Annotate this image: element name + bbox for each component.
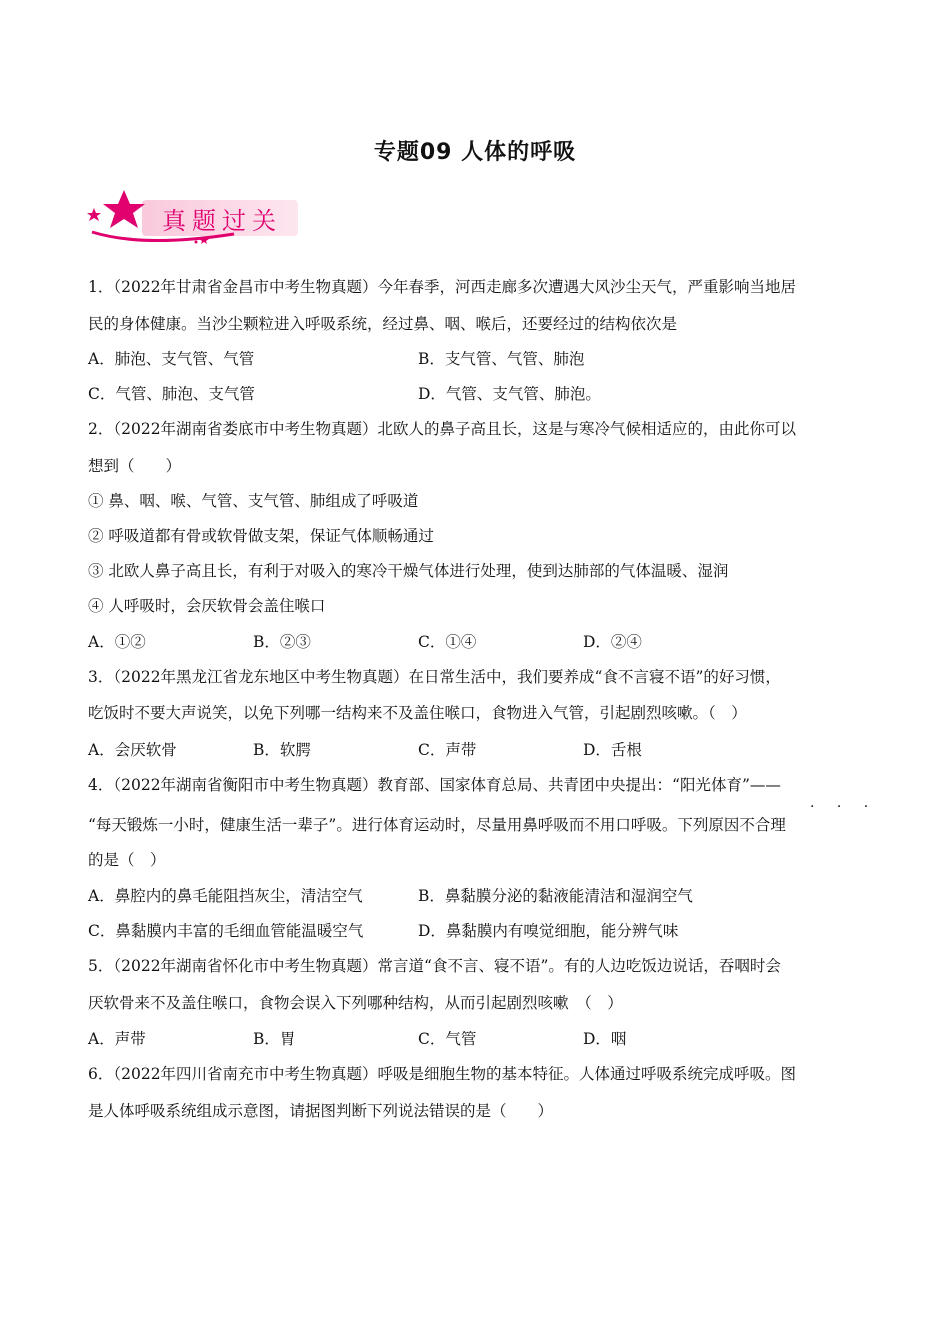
emphasis-dots: · · ·: [810, 799, 878, 815]
question-3-option-d: D．舌根: [583, 741, 642, 759]
question-4-option-c: C．鼻黏膜内丰富的毛细血管能温暖空气: [88, 922, 364, 940]
question-1-option-d: D．气管、支气管、肺泡。: [418, 385, 601, 403]
question-2-option-a: A．①②: [88, 633, 146, 651]
section-banner: [84, 186, 300, 248]
question-3-option-b: B．软腭: [253, 741, 311, 759]
question-5-line-2: 厌软骨来不及盖住喉口，食物会误入下列哪种结构，从而引起剧烈咳嗽 （ ）: [88, 994, 623, 1012]
question-4-line-2: “每天锻炼一小时，健康生活一辈子”。进行体育运动时，尽量用鼻呼吸而不用口呼吸。下列原因不合理: [88, 816, 786, 834]
banner-label: 真题过关: [162, 207, 282, 235]
question-5-option-a: A．声带: [88, 1030, 146, 1048]
question-4-option-a: A．鼻腔内的鼻毛能阻挡灰尘，清洁空气: [88, 887, 363, 905]
question-6-line-1: 6．（2022年四川省南充市中考生物真题）呼吸是细胞生物的基本特征。人体通过呼吸系统完成呼吸。图: [88, 1065, 797, 1083]
question-4-option-d: D．鼻黏膜内有嗅觉细胞，能分辨气味: [418, 922, 679, 940]
question-2-option-c: C．①④: [418, 633, 477, 651]
question-4-line-1: 4．（2022年湖南省衡阳市中考生物真题）教育部、国家体育总局、共青团中央提出：“阳光体育”——: [88, 776, 781, 794]
question-2-option-b: B．②③: [253, 633, 311, 651]
question-3-option-a: A．会厌软骨: [88, 741, 177, 759]
question-1-line-2: 民的身体健康。当沙尘颗粒进入呼吸系统，经过鼻、咽、喉后，还要经过的结构依次是: [88, 315, 678, 333]
question-2-line-1: 2．（2022年湖南省娄底市中考生物真题）北欧人的鼻子高且长，这是与寒冷气候相适应的，由此你可以: [88, 420, 797, 438]
question-3-line-2: 吃饭时不要大声说笑，以免下列哪一结构来不及盖住喉口，食物进入气管，引起剧烈咳嗽。（ ）: [88, 704, 747, 722]
question-4-line-3: 的是（ ）: [88, 851, 166, 869]
question-6-line-2: 是人体呼吸系统组成示意图，请据图判断下列说法错误的是（ ）: [88, 1102, 554, 1120]
page-title: 专题09 人体的呼吸: [373, 140, 577, 165]
question-1-option-c: C．气管、肺泡、支气管: [88, 385, 255, 403]
question-5-line-1: 5．（2022年湖南省怀化市中考生物真题）常言道“食不言、寝不语”。有的人边吃饭边说话，吞咽时会: [88, 957, 781, 975]
question-5-option-b: B．胃: [253, 1030, 296, 1048]
question-2-statement-4: ④ 人呼吸时，会厌软骨会盖住喉口: [88, 597, 326, 615]
question-1-option-a: A．肺泡、支气管、气管: [88, 350, 255, 368]
question-3-option-c: C．声带: [418, 741, 477, 759]
question-2-statement-1: ① 鼻、咽、喉、气管、支气管、肺组成了呼吸道: [88, 492, 419, 510]
question-5-option-c: C．气管: [418, 1030, 477, 1048]
question-3-line-1: 3．（2022年黑龙江省龙东地区中考生物真题）在日常生活中，我们要养成“食不言寝不语”的好习惯，: [88, 668, 781, 686]
question-4-option-b: B．鼻黏膜分泌的黏液能清洁和湿润空气: [418, 887, 693, 905]
question-2-statement-2: ② 呼吸道都有骨或软骨做支架，保证气体顺畅通过: [88, 527, 434, 545]
question-2-line-2: 想到（ ）: [88, 457, 182, 475]
question-2-statement-3: ③ 北欧人鼻子高且长，有利于对吸入的寒冷干燥气体进行处理，使到达肺部的气体温暖、湿润: [88, 562, 729, 580]
question-1-line-1: 1．（2022年甘肃省金昌市中考生物真题）今年春季，河西走廊多次遭遇大风沙尘天气，严重影响当地居: [88, 278, 797, 296]
question-1-option-b: B．支气管、气管、肺泡: [418, 350, 585, 368]
question-5-option-d: D．咽: [583, 1030, 627, 1048]
question-2-option-d: D．②④: [583, 633, 642, 651]
